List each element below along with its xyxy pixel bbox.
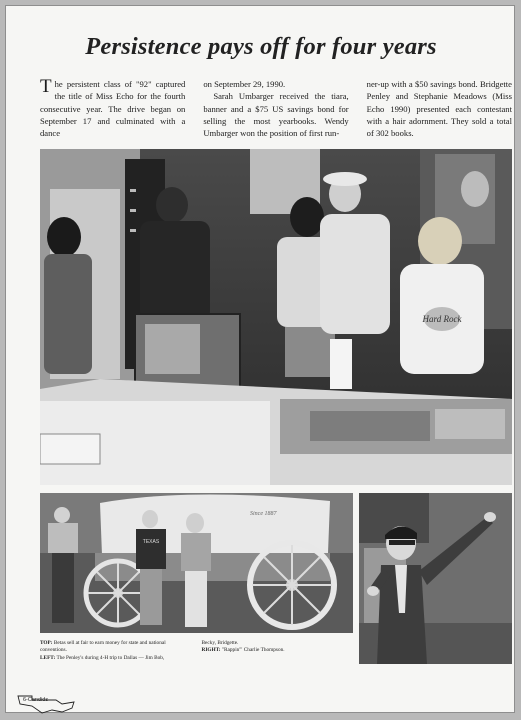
caption-left-text: The Penley's during 4-H trip to Dallas — Jim Bob, [56,654,165,661]
caption-left-continued: Becky, Bridgette. [201,640,239,646]
caption-column-2 [202,640,354,662]
photo-fair-booth [40,149,512,485]
folio-text: 6-Candids [23,697,49,703]
texas-outline-icon [12,692,78,714]
caption-top-text: Betas sell at fair to earn money for state and national conventions. [40,640,166,654]
article-column-2 [203,78,348,139]
article-column-1 [40,78,185,139]
caption-right-key: RIGHT: [201,647,221,654]
headline: Persistence pays off for four years [85,33,437,60]
article-text-2a: on September 29, 1990. [203,79,286,89]
caption-top-key: TOP: [40,640,53,646]
article-body [40,78,512,139]
shirt-logo-text: Hard Rock [422,314,462,324]
yearbook-page [5,5,515,713]
caption-right-text: "Rappin'" Charlie Thompson. [221,647,285,654]
photo-captions [40,640,353,662]
article-column-3 [367,78,512,139]
photo-wagon-family [40,493,353,633]
article-text-2b: Sarah Umbarger received the tiara, banner and a $75 US savings bond for selling the most yearbooks. Wendy Umbarger won the position of first run- [203,91,349,139]
article-text-3: ner-up with a $50 savings bond. Bridgette Penley and Stephanie Meadows (Miss Echo 1990) presented each contestant with a hair adornment. They sold a total of 302 books. [366,79,512,139]
wagon-sign-text: Since 1887 [250,511,277,517]
photo-charlie-thompson [359,493,512,664]
kid-shirt-text: TEXAS [142,539,160,545]
article-text-1: he persistent class of "92" captured the title of Miss Echo for the fourth consecutive year. The drive began on September 17 and culminated with a dance [40,79,186,139]
drop-cap: T [40,76,52,97]
page-folio [12,692,78,714]
caption-column-1 [40,640,192,662]
caption-left-key: LEFT: [40,654,56,661]
